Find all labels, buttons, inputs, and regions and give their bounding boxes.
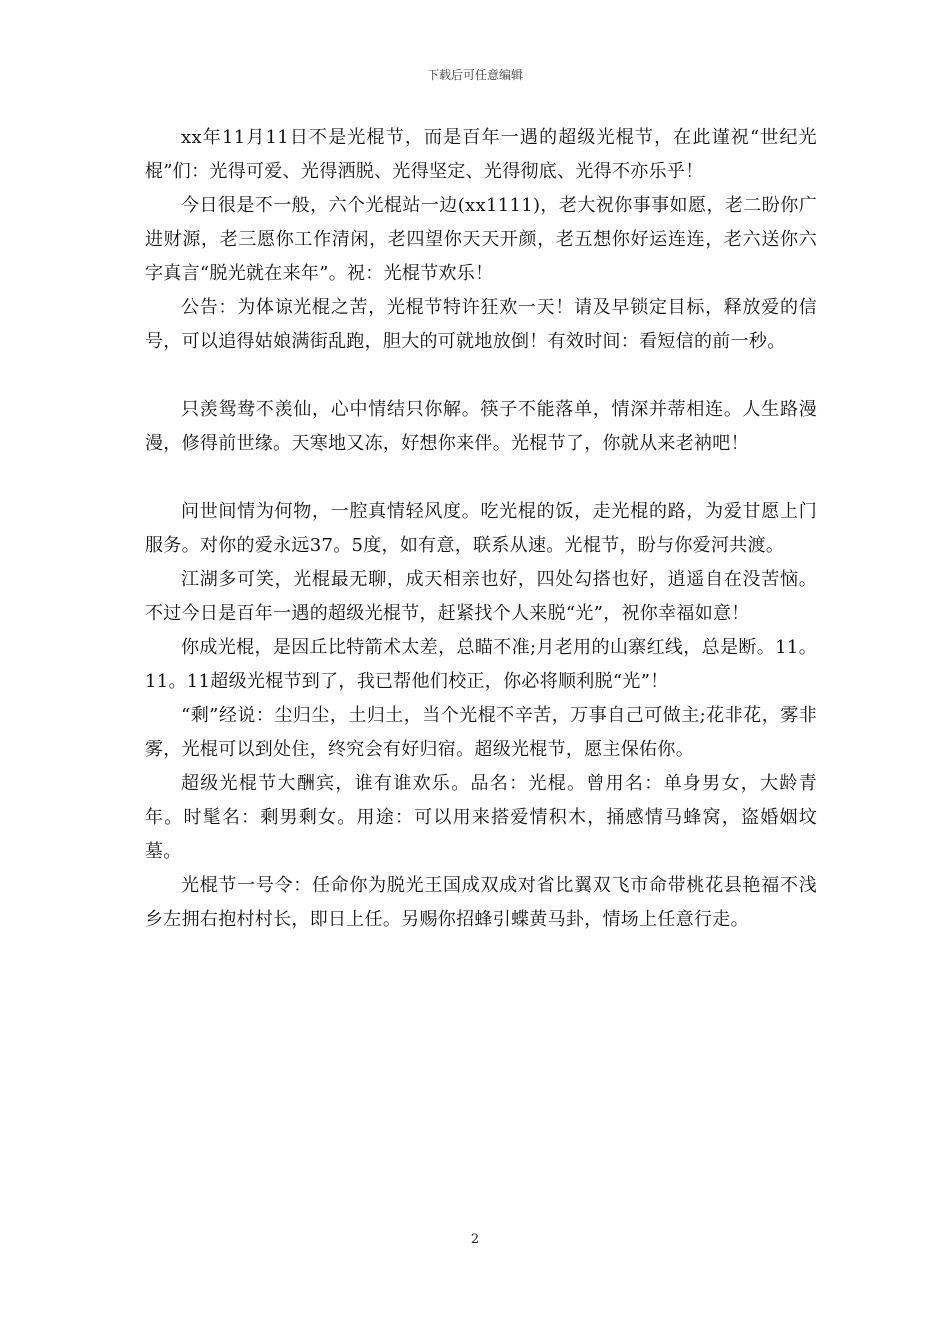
paragraph: 只羡鸳鸯不羡仙，心中情结只你解。筷子不能落单，情深并蒂相连。人生路漫漫，修得前世缘。天寒地又冻，好想你来伴。光棍节了，你就从来老衲吧！: [145, 399, 817, 454]
paragraph: 公告：为体谅光棍之苦，光棍节特许狂欢一天！请及早锁定目标，释放爱的信号，可以追得姑娘满街乱跑，胆大的可就地放倒！有效时间：看短信的前一秒。: [145, 297, 817, 352]
paragraph-spacer: [145, 461, 817, 495]
paragraph: 江湖多可笑，光棍最无聊，成天相亲也好，四处勾搭也好，逍遥自在没苦恼。不过今日是百年一遇的超级光棍节，赶紧找个人来脱“光”，祝你幸福如意！: [145, 569, 817, 624]
paragraph-spacer: [145, 359, 817, 393]
paragraph: 光棍节一号令：任命你为脱光王国成双成对省比翼双飞市命带桃花县艳福不浅乡左拥右抱村村长，即日上任。另赐你招蜂引蝶黄马卦，情场上任意行走。: [145, 875, 817, 930]
document-body: [145, 121, 817, 937]
paragraph: 超级光棍节大酬宾，谁有谁欢乐。品名：光棍。曾用名：单身男女，大龄青年。时髦名：剩男剩女。用途：可以用来搭爱情积木，捅感情马蜂窝，盗婚姻坟墓。: [145, 773, 817, 862]
paragraph: xx年11月11日不是光棍节，而是百年一遇的超级光棍节，在此谨祝“世纪光棍”们：光得可爱、光得洒脱、光得坚定、光得彻底、光得不亦乐乎！: [145, 127, 817, 182]
page-number: 2: [470, 1232, 480, 1247]
paragraph: “剩”经说：尘归尘，土归土，当个光棍不辛苦，万事自己可做主;花非花，雾非雾，光棍可以到处住，终究会有好归宿。超级光棍节，愿主保佑你。: [145, 705, 817, 760]
paragraph: 问世间情为何物，一腔真情轻风度。吃光棍的饭，走光棍的路，为爱甘愿上门服务。对你的爱永远37。5度，如有意，联系从速。光棍节，盼与你爱河共渡。: [145, 501, 817, 556]
paragraph: 今日很是不一般，六个光棍站一边(xx1111)，老大祝你事事如愿，老二盼你广进财源，老三愿你工作清闲，老四望你天天开颜，老五想你好运连连，老六送你六字真言“脱光就在来年”。祝：光棍节欢乐！: [145, 195, 817, 284]
page-header-note: 下载后可任意编辑: [426, 68, 523, 82]
paragraph: 你成光棍，是因丘比特箭术太差，总瞄不准;月老用的山寨红线，总是断。11。11。11超级光棍节到了，我已帮他们校正，你必将顺利脱“光”！: [145, 637, 817, 692]
